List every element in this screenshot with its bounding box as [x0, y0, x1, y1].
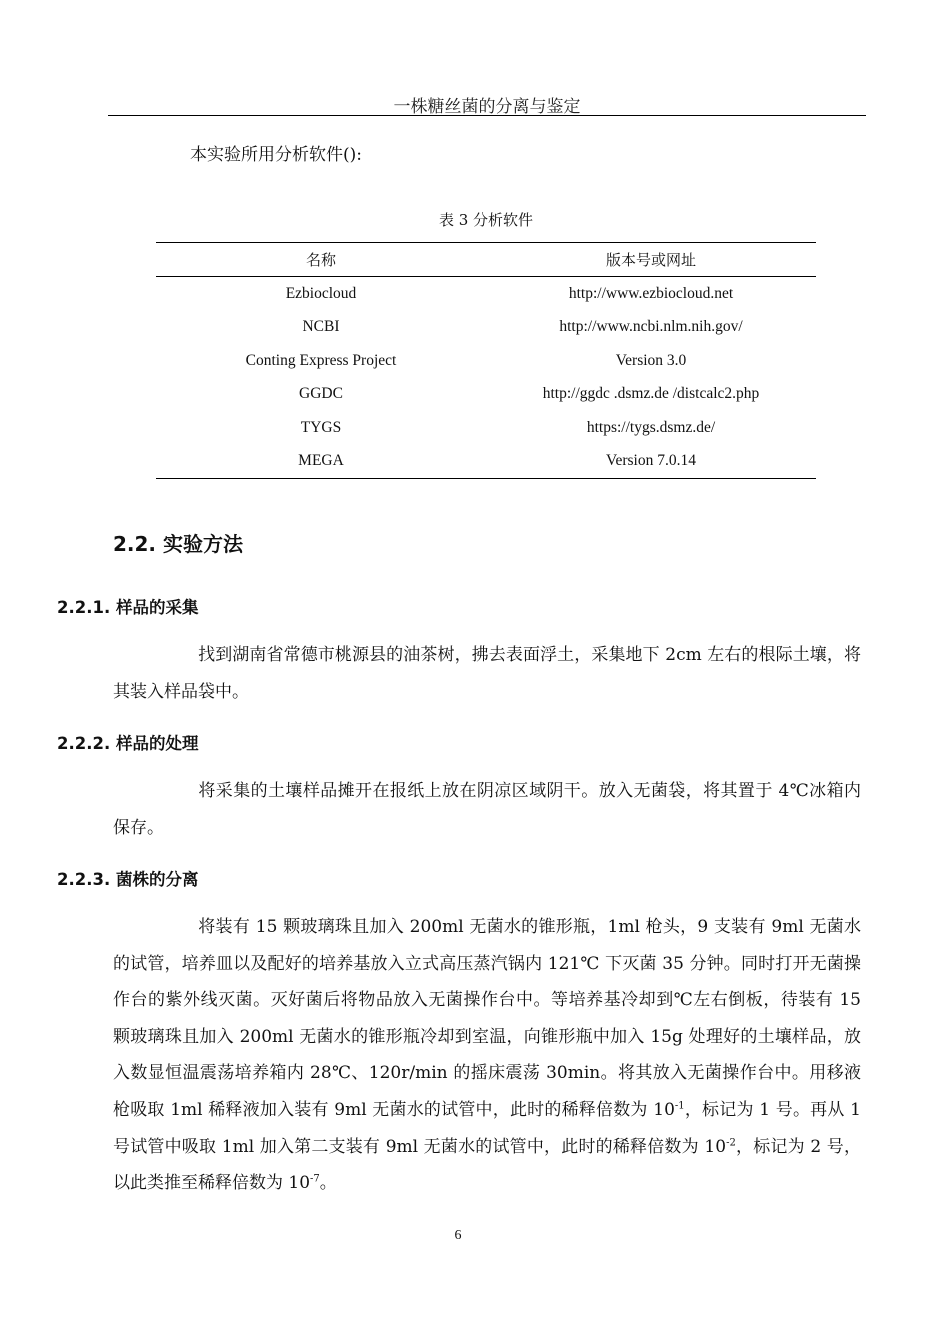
table-row [156, 344, 816, 378]
software-table [156, 242, 816, 479]
section-heading [113, 528, 243, 557]
table-caption: 表 3 分析软件 [438, 211, 534, 229]
software-version: https://tygs.dsmz.de/ [586, 418, 716, 436]
subsection-number: 2.2.2. [57, 734, 111, 753]
running-header: 一株糖丝菌的分离与鉴定 [393, 97, 581, 117]
header-version: 版本号或网址 [486, 243, 816, 277]
paragraph-text: 将采集的土壤样品摊开在报纸上放在阴凉区域阴干。放入无菌袋，将其置于 4℃冰箱内保存。 [113, 781, 861, 838]
subsection-number: 2.2.3. [57, 870, 111, 889]
paragraph-text: 。 [319, 1173, 337, 1194]
software-version: http://www.ncbi.nlm.nih.gov/ [559, 318, 743, 336]
software-name: MEGA [156, 445, 486, 479]
exponent: -7 [310, 1173, 320, 1185]
subsection-number: 2.2.1. [57, 598, 111, 617]
software-version: Version 7.0.14 [486, 445, 816, 479]
paragraph [113, 637, 861, 710]
subsection-title: 样品的采集 [116, 598, 199, 617]
subsection-title: 样品的处理 [116, 734, 199, 753]
paragraph-text: 找到湖南省常德市桃源县的油茶树，拂去表面浮土，采集地下 2cm 左右的根际土壤，将其装入样品袋中。 [113, 645, 861, 702]
software-name: Conting Express Project [245, 351, 397, 369]
subsection-heading [57, 594, 199, 618]
software-version: Version 3.0 [615, 351, 687, 369]
subsection-title: 菌株的分离 [116, 870, 199, 889]
table-header-row [156, 243, 816, 277]
paragraph-text: ，标记为 2 号，以此类推至稀释倍数为 10 [113, 1136, 862, 1194]
table-row [156, 311, 816, 345]
software-name: Ezbiocloud [285, 284, 357, 302]
exponent: -2 [726, 1136, 736, 1148]
software-version: http://www.ezbiocloud.net [568, 284, 734, 302]
paragraph [113, 909, 861, 1202]
table-row [156, 411, 816, 445]
exponent: -1 [674, 1100, 685, 1112]
software-name: TYGS [300, 418, 342, 436]
section-title: 实验方法 [163, 532, 243, 556]
subsection-heading [57, 730, 199, 754]
header-rule [108, 115, 866, 116]
intro-text: 本实验所用分析软件(): [190, 145, 362, 165]
paragraph-text: ，标记为 1 号。再从 1 号试管中吸取 1ml 加入第二支装有 9ml 无菌水的试管中，此时的稀释倍数为 10 [113, 1099, 861, 1157]
software-version: http://ggdc .dsmz.de /distcalc2.php [542, 385, 760, 403]
section-number: 2.2. [113, 532, 157, 556]
paragraph [113, 773, 861, 846]
paragraph-text: 将装有 15 颗玻璃珠且加入 200ml 无菌水的锥形瓶，1ml 枪头，9 支装有 9ml 无菌水的试管，培养皿以及配好的培养基放入立式高压蒸汽锅内 121℃ 下灭菌 35 分钟。同时打开无菌操作台的紫外线灭菌。灭好菌后将物品放入无菌操作台中。等培养基冷却到℃左右倒板，待装有 15 颗玻璃珠且加入 200ml 无菌水的锥形瓶冷却到室温，向锥形瓶中加入 15g 处理好的土壤样品，放入数显恒温震荡培养箱内 28℃、120r/min 的摇床震荡 30min。将其放入无菌操作台中。用移液枪吸取 1ml 稀释液加入装有 9ml 无菌水的试管中，此时的稀释倍数为 10 [113, 917, 861, 1120]
subsection-heading [57, 866, 199, 890]
software-name: GGDC [299, 385, 343, 403]
table-row [156, 277, 816, 311]
header-name: 名称 [156, 243, 486, 277]
page-number: 6 [454, 1228, 462, 1243]
software-name: NCBI [302, 318, 340, 336]
table-row [156, 378, 816, 412]
table-row [156, 445, 816, 479]
